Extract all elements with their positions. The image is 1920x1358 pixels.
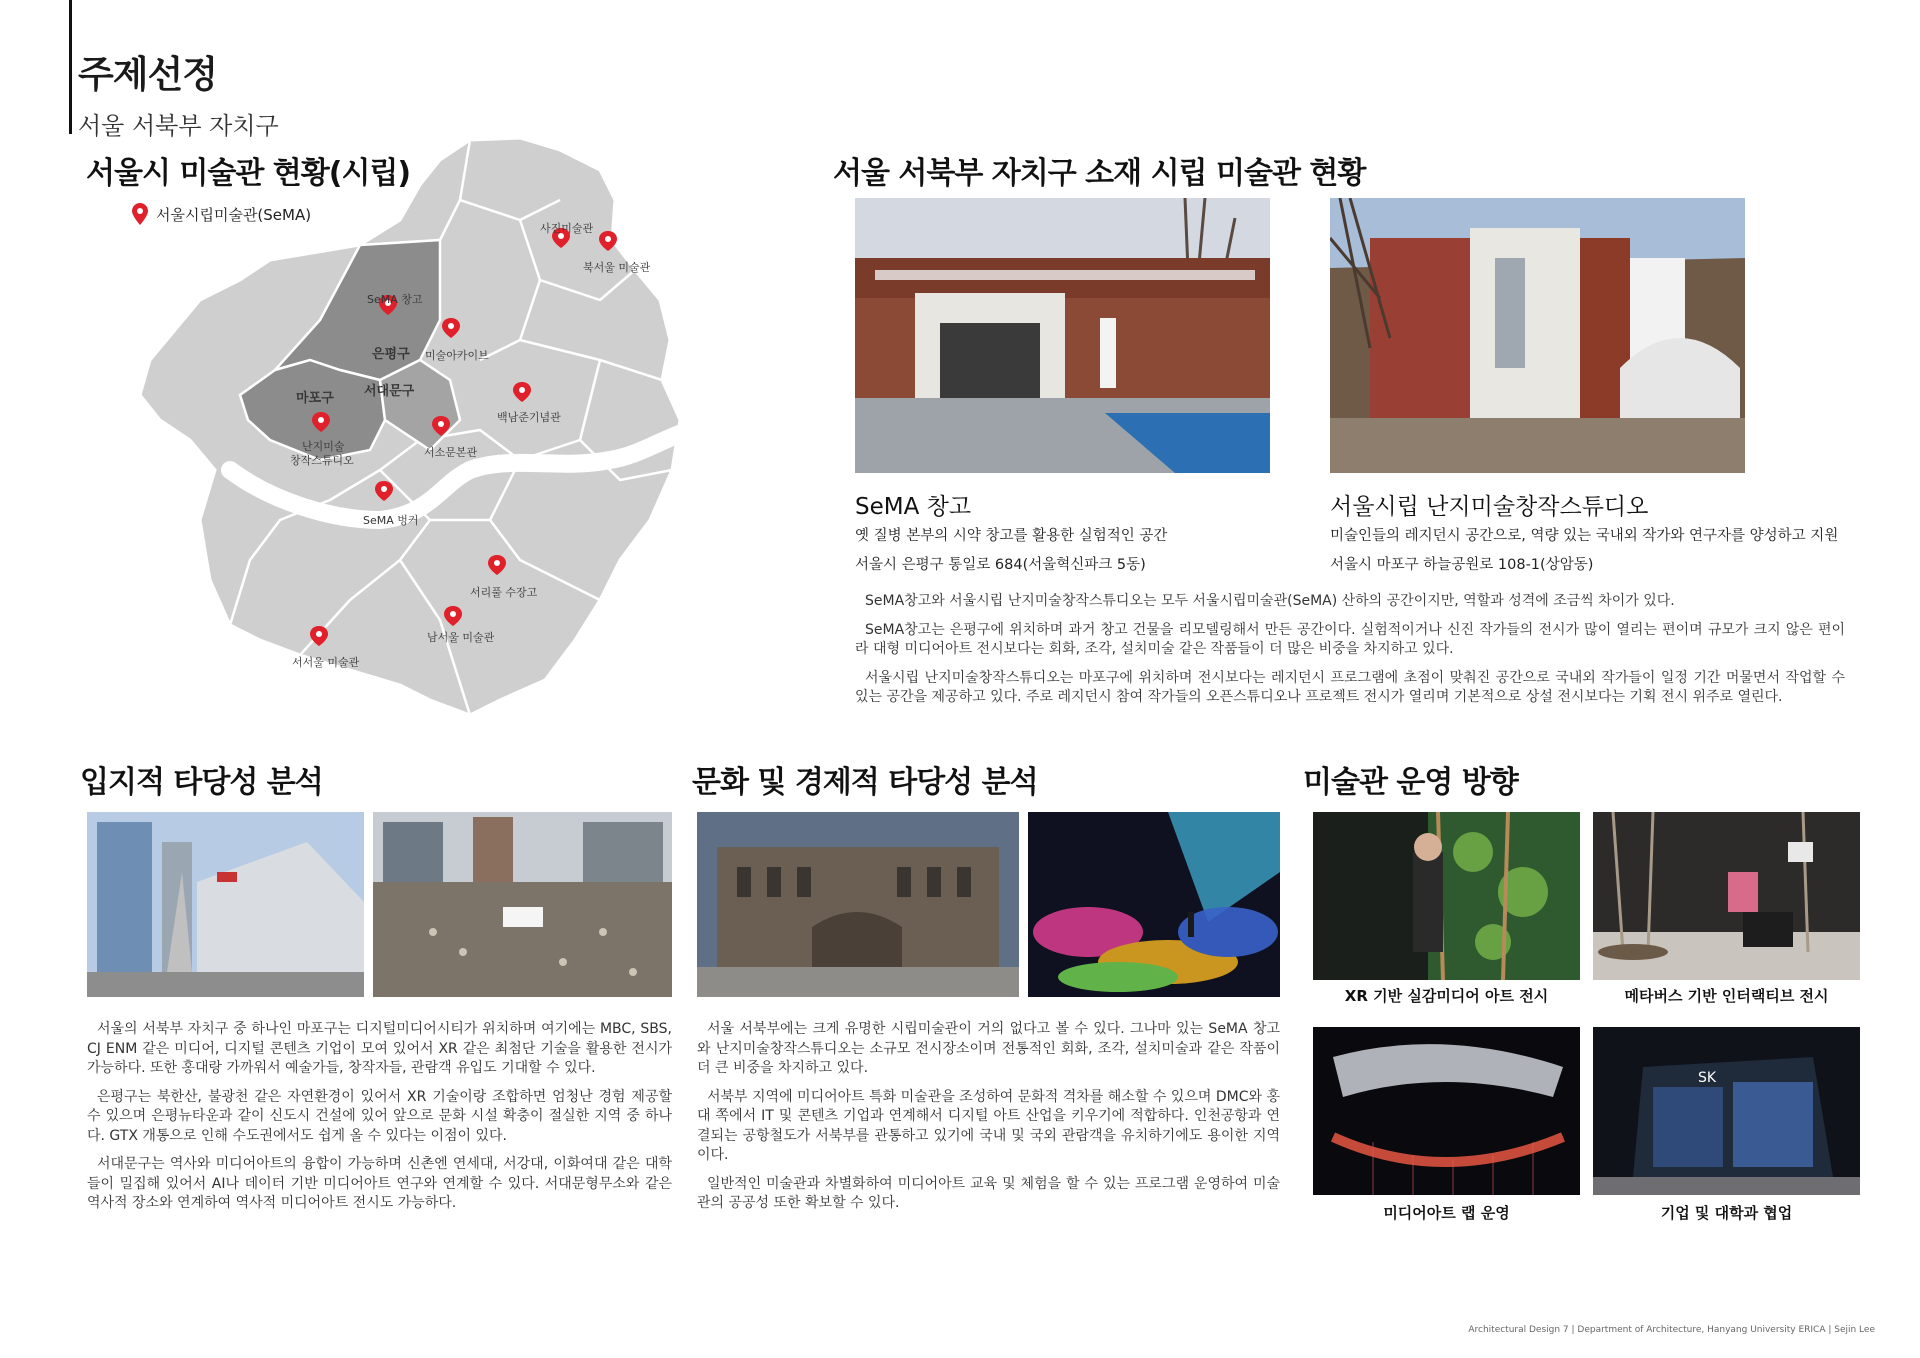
sema-warehouse-photo — [855, 198, 1270, 473]
marker-label: 서리풀 수장고 — [470, 586, 538, 599]
museum-marker-dot — [438, 421, 444, 427]
card-nanji-name: 서울시립 난지미술창작스튜디오 — [1330, 494, 1649, 520]
museum-marker-dot — [494, 560, 500, 566]
museum-marker-dot — [318, 417, 324, 423]
location-paragraph: 은평구는 북한산, 불광천 같은 자연환경이 있어서 XR 기술이랑 조합하면 엄청난 경험 제공할 수 있으며 은평뉴타운과 같이 신도시 건설에 있어 앞으로 문화 시설 확충이 절실한 지역 중 하나다. GTX 개통으로 인해 수도권에서도 쉽게 올 수 있다는 이점이 있다. — [87, 1088, 672, 1144]
card-sema-name: SeMA 창고 — [855, 494, 972, 520]
svg-text:SK: SK — [1698, 1070, 1717, 1086]
culture-paragraph: 일반적인 미술관과 차별화하여 미디어아트 교육 및 체험을 할 수 있는 프로그램 운영하여 미술관의 공공성 또한 확보할 수 있다. — [697, 1175, 1280, 1211]
footer-credit: Architectural Design 7 | Department of Architecture, Hanyang University ERICA | Sejin Lee — [1468, 1325, 1875, 1335]
museums-paragraph: SeMA창고는 은평구에 위치하며 과거 창고 건물을 리모델링해서 만든 공간이다. 실험적이거나 신진 작가들의 전시가 많이 열리는 편이며 규모가 크지 않은 편이라 대형 미디어아트 전시보다는 회화, 조각, 설치미술 같은 작품들이 더 많은 비중을 차지하고 있다. — [855, 621, 1845, 657]
museum-marker-dot — [605, 236, 611, 242]
museum-marker-dot — [519, 387, 525, 393]
museums-description — [855, 592, 1845, 717]
immersive-art-photo — [1028, 812, 1280, 997]
metaverse-exhibition-photo — [1593, 812, 1860, 980]
media-lab-photo — [1313, 1027, 1580, 1195]
dmc-photo — [87, 812, 364, 997]
location-paragraph: 서울의 서북부 자치구 중 하나인 마포구는 디지털미디어시티가 위치하며 여기에는 MBC, SBS, CJ ENM 같은 미디어, 디지털 콘텐츠 기업이 모여 있어서 XR 같은 최첨단 기술을 활용한 전시가 가능하다. 또한 홍대랑 가까워서 예술가들, 창작자들, 관람객 유입도 기대할 수 있다. — [87, 1021, 672, 1076]
culture-description — [697, 1020, 1280, 1223]
industry-collab-photo — [1593, 1027, 1860, 1195]
location-description — [87, 1020, 672, 1223]
page-title: 주제선정 — [78, 53, 217, 96]
culture-paragraph: 서울 서북부에는 크게 유명한 시립미술관이 거의 없다고 볼 수 있다. 그나마 있는 SeMA 창고와 난지미술창작스튜디오는 소규모 전시장소이며 전통적인 회화, 조각, 설치미술과 같은 작품이 더 큰 비중을 차지하고 있다. — [697, 1021, 1280, 1076]
museums-paragraph: 서울시립 난지미술창작스튜디오는 마포구에 위치하며 전시보다는 레지던시 프로그램에 초점이 맞춰진 공간으로 국내외 작가들이 일정 기간 머물면서 작업할 수 있는 공간을 제공하고 있다. 주로 레지던시 참여 작가들의 오픈스튜디오나 프로젝트 전시가 열리며 기본적으로 상설 전시보다는 기획 전시 위주로 열린다. — [855, 669, 1845, 705]
marker-label: SeMA 창고 — [367, 293, 423, 306]
operation-caption: 미디어아트 랩 운영 — [1383, 1204, 1510, 1222]
marker-label: 미술아카이브 — [425, 349, 489, 362]
header-accent-bar — [69, 0, 72, 134]
district-label-mapo: 마포구 — [296, 391, 334, 406]
marker-label: 백남준기념관 — [497, 411, 561, 424]
xr-exhibition-photo — [1313, 812, 1580, 980]
marker-label: 사진미술관 — [540, 222, 594, 235]
nanji-studio-photo — [1330, 198, 1745, 473]
page-subtitle: 서울 서북부 자치구 — [78, 112, 279, 140]
operation-caption: 기업 및 대학과 협업 — [1660, 1204, 1793, 1222]
museum-marker-dot — [381, 486, 387, 492]
operation-section-heading: 미술관 운영 방향 — [1303, 765, 1518, 800]
marker-label: 창작스튜디오 — [290, 454, 354, 467]
card-nanji-desc: 미술인들의 레지던시 공간으로, 역량 있는 국내외 작가와 연구자를 양성하고 지원 — [1330, 528, 1839, 544]
operation-caption: 메타버스 기반 인터랙티브 전시 — [1624, 987, 1829, 1005]
museum-marker-dot — [450, 611, 456, 617]
location-paragraph: 서대문구는 역사와 미디어아트의 융합이 가능하며 신촌엔 연세대, 서강대, 이화여대 같은 대학들이 밀집해 있어서 AI나 데이터 기반 미디어아트 연구와 연계할 수 있다. 서대문형무소와 같은 역사적 장소와 연계하여 역사적 미디어아트 전시도 가능하다. — [87, 1156, 672, 1211]
district-label-seodaemun: 서대문구 — [364, 384, 415, 399]
location-section-heading: 입지적 타당성 분석 — [80, 765, 323, 800]
map-section-heading: 서울시 미술관 현황(시립) — [86, 156, 411, 191]
culture-section-heading: 문화 및 경제적 타당성 분석 — [692, 765, 1038, 800]
seoul-museum-map — [128, 130, 688, 725]
card-sema-address: 서울시 은평구 통일로 684(서울혁신파크 5동) — [855, 557, 1146, 573]
card-sema-desc: 옛 질병 본부의 시약 창고를 활용한 실험적인 공간 — [855, 528, 1168, 544]
seoul-museum-building-photo — [697, 812, 1019, 997]
marker-label: 서소문본관 — [424, 446, 478, 459]
hongdae-crowd-photo — [373, 812, 672, 997]
district-label-eunpyeong: 은평구 — [372, 347, 410, 362]
museum-marker-dot — [316, 631, 322, 637]
card-nanji-address: 서울시 마포구 하늘공원로 108-1(상암동) — [1330, 557, 1594, 573]
culture-paragraph: 서북부 지역에 미디어아트 특화 미술관을 조성하여 문화적 격차를 해소할 수 있으며 DMC와 홍대 쪽에서 IT 및 콘텐츠 기업과 연계해서 디지털 아트 산업을 키우기에 적합하다. 인천공항과 연결되는 공항철도가 서북부를 관통하고 있기에 국내 및 국외 관람객을 유치하기에도 용이한 지역이다. — [697, 1088, 1280, 1163]
marker-label: 북서울 미술관 — [583, 261, 651, 274]
marker-label: 서서울 미술관 — [292, 656, 360, 669]
museum-marker-dot — [448, 323, 454, 329]
marker-label: 난지미술 — [302, 440, 345, 453]
museums-section-heading: 서울 서북부 자치구 소재 시립 미술관 현황 — [833, 156, 1366, 191]
museums-paragraph: SeMA창고와 서울시립 난지미술창작스튜디오는 모두 서울시립미술관(SeMA) 산하의 공간이지만, 역할과 성격에 조금씩 차이가 있다. — [865, 593, 1675, 609]
marker-label: 남서울 미술관 — [427, 631, 495, 644]
operation-caption: XR 기반 실감미디어 아트 전시 — [1344, 987, 1549, 1005]
marker-label: SeMA 벙커 — [363, 514, 419, 527]
map-legend-label: 서울시립미술관(SeMA) — [156, 205, 312, 224]
